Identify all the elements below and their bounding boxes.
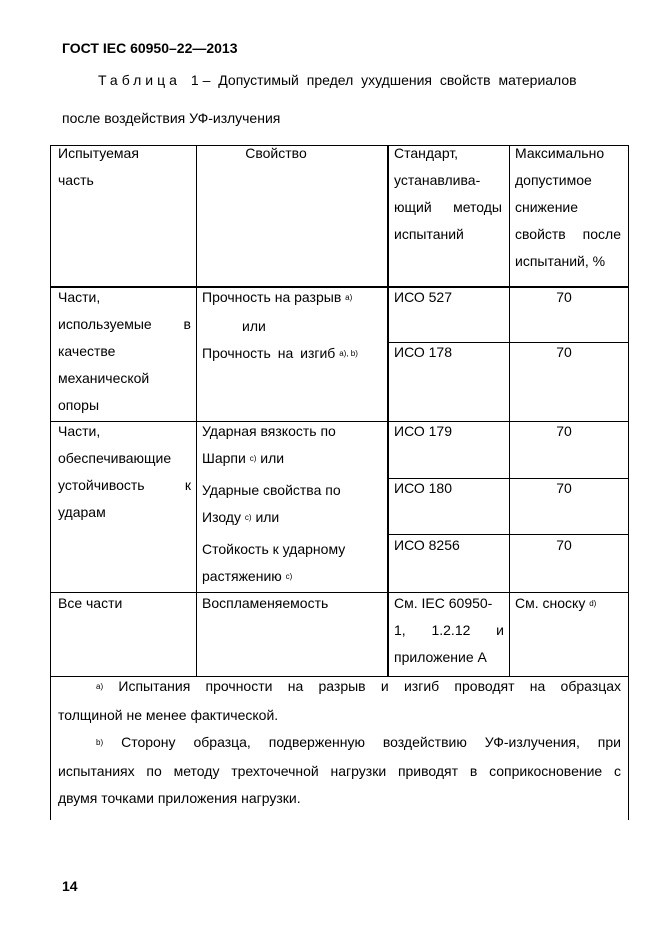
group1-value-1: 70 xyxy=(556,289,572,305)
header-standard: Стандарт, устанавлива- ющий методы испытаний xyxy=(394,145,502,242)
group2-standard-1: ИСО 179 xyxy=(394,423,453,439)
group2-property: Ударная вязкость по Шарпи $^{c)}$ или Ударные свойства по Изоду $^{c)}$ или Стойкость к ударному растяжению $^{c)}$ xyxy=(202,423,346,584)
group1-standard-2: ИСО 178 xyxy=(394,344,453,360)
table-caption-number: 1 xyxy=(190,72,199,88)
footnote-b-line3: двумя точками приложения нагрузки. xyxy=(58,790,301,806)
page-number: 14 xyxy=(62,878,78,894)
header-part: Испытуемая часть xyxy=(58,145,139,188)
footnote-b-line2: испытаниях по методу трехточечной нагрузки приводят в соприкосновение с xyxy=(58,763,621,779)
group3-max: См. сноску $^{d)}$ xyxy=(515,595,597,611)
group2-value-3: 70 xyxy=(556,537,572,553)
document-header: ГОСТ IEC 60950–22—2013 xyxy=(62,40,238,56)
group3-part: Все части xyxy=(58,595,123,611)
footnote-a-line2: толщиной не менее фактической. xyxy=(58,707,279,723)
group2-value-2: 70 xyxy=(556,480,572,496)
group1-value-2: 70 xyxy=(556,344,572,360)
footnotes xyxy=(58,673,621,812)
group2-value-1: 70 xyxy=(556,423,572,439)
table-caption xyxy=(98,72,577,88)
group3-property: Воспламеняемость xyxy=(202,595,329,611)
group2-standard-3: ИСО 8256 xyxy=(394,537,460,553)
table-caption-label: Таблица xyxy=(98,72,181,88)
group1-part: Части, используемые в качестве механической опоры xyxy=(58,289,191,413)
group1-property: Прочность на разрыв $^{a)}$ или Прочность на изгиб $^{a), b)}$ xyxy=(202,289,358,361)
table-caption-line2: после воздействия УФ-излучения xyxy=(62,110,281,126)
group2-part: Части, обеспечивающие устойчивость к ударам xyxy=(58,423,191,520)
table-caption-text: – Допустимый предел ухудшения свойств материалов xyxy=(202,72,577,88)
header-max-reduction: Максимально допустимое снижение свойств после испытаний, % xyxy=(515,145,621,269)
group3-standard: См. IEC 60950- 1, 1.2.12 и приложение А xyxy=(394,595,504,665)
group1-standard-1: ИСО 527 xyxy=(394,289,453,305)
group2-standard-2: ИСО 180 xyxy=(394,480,453,496)
footnote-a-line1: $^{a)}$ Испытания прочности на разрыв и изгиб проводят на образцах xyxy=(96,678,621,694)
header-property: Свойство xyxy=(245,145,307,161)
footnote-b-line1: $^{b)}$ Сторону образца, подверженную воздействию УФ-излучения, при xyxy=(96,734,621,750)
